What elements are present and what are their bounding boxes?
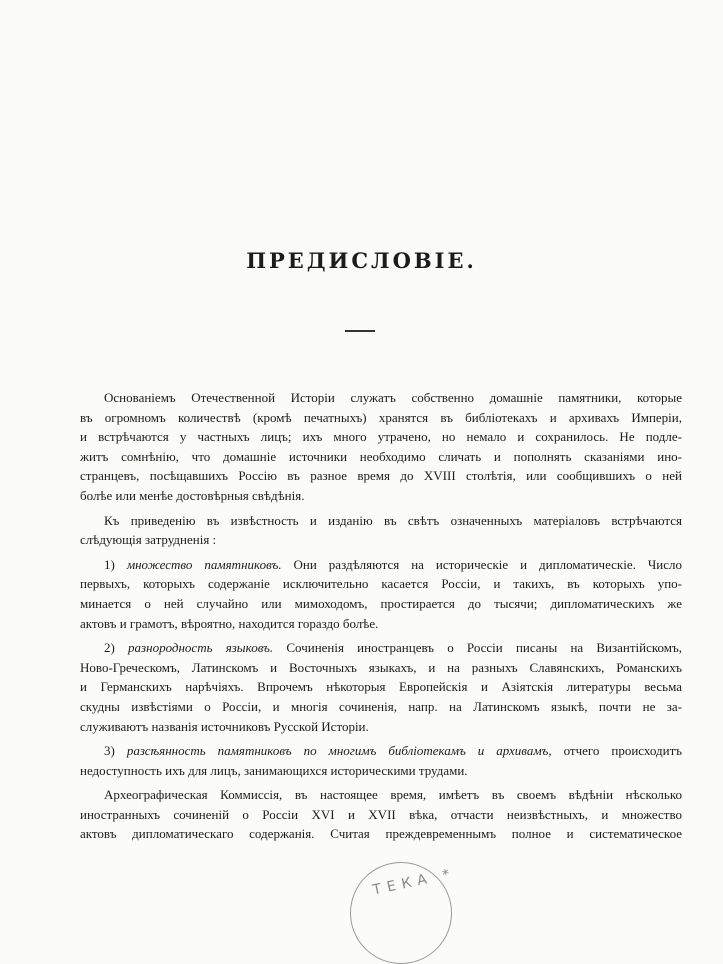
line-text: Сочиненія иностранцевъ о Россіи писаны на Византійскомъ,	[273, 640, 682, 656]
text-line	[80, 594, 682, 614]
text-line	[80, 761, 682, 781]
document-body	[80, 388, 682, 849]
line-text: странцевъ, посѣщавшихъ Россію въ разное время до XVIII столѣтія, или сообщившихъ о ней	[80, 468, 682, 484]
paragraph	[80, 741, 682, 780]
line-text: первыхъ, которыхъ содержаніе исключительно касается Россіи, и такихъ, въ которыхъ упо-	[80, 576, 682, 592]
list-item-heading: множество памятниковъ.	[126, 556, 282, 572]
line-text: житъ сомнѣнію, что домашніе источники необходимо сличать и пополнять сказаніями ино-	[80, 448, 682, 464]
line-text: въ огромномъ количествѣ (кромѣ печатныхъ) хранятся въ библіотекахъ и архивахъ Имперіи,	[80, 409, 682, 425]
text-line	[80, 511, 682, 531]
text-line	[80, 785, 682, 805]
line-text: недоступность ихъ для лицъ, занимающихся историческими трудами.	[80, 762, 468, 778]
line-text: скудны извѣстіями о Россіи, и многія сочиненія, напр. на Латинскомъ языкѣ, почти не за-	[80, 698, 682, 714]
text-line	[80, 824, 682, 844]
line-text: и встрѣчаются у частныхъ лицъ; ихъ много утрачено, но немало и сохранилось. Не подле-	[80, 429, 682, 445]
line-text: служиваютъ названія источниковъ Русской Исторіи.	[80, 718, 369, 734]
list-number: 3)	[104, 743, 115, 759]
list-number: 1)	[104, 556, 115, 572]
text-line	[80, 388, 682, 408]
title-divider	[345, 330, 375, 332]
text-line	[80, 614, 682, 634]
line-text: Къ приведенію въ извѣстность и изданію въ свѣтъ означенныхъ матеріаловъ встрѣчаются	[104, 512, 682, 528]
line-text: Археографическая Коммиссія, въ настоящее время, имѣетъ въ своемъ вѣдѣніи нѣсколько	[104, 787, 682, 803]
line-text: иностранныхъ сочиненій о Россіи XVI и XVII вѣка, отчасти неизвѣстныхъ, и множество	[80, 806, 682, 822]
line-text: Они раздѣляются на историческіе и дипломатическіе. Число	[281, 556, 682, 572]
line-text: актовъ дипломатическаго содержанія. Считая преждевременнымъ полное и систематическое	[80, 826, 682, 842]
page-title: ПРЕДИСЛОВІЕ.	[246, 248, 477, 273]
text-line	[80, 574, 682, 594]
line-text: Основаніемъ Отечественной Исторіи служатъ собственно домашніе памятники, которые	[104, 390, 682, 405]
text-line	[80, 408, 682, 428]
text-line	[80, 658, 682, 678]
paragraph	[80, 511, 682, 550]
text-line	[80, 427, 682, 447]
line-text: минается о ней случайно или мимоходомъ, простирается до тысячи; дипломатическихъ же	[80, 595, 682, 611]
text-line	[80, 486, 682, 506]
line-text: актовъ и грамотъ, вѣроятно, находится гораздо болѣе.	[80, 615, 379, 631]
list-number: 2)	[104, 640, 115, 656]
line-text: отчего происходитъ	[551, 743, 682, 759]
text-line	[80, 466, 682, 486]
paragraph	[80, 785, 682, 844]
text-line	[80, 555, 682, 575]
line-text: болѣе или менѣе достовѣрныя свѣдѣнія.	[80, 487, 305, 503]
line-text: и Германскихъ нарѣчіяхъ. Впрочемъ нѣкоторыя Европейскія и Азіятскія литературы весьма	[80, 679, 682, 695]
text-line	[80, 697, 682, 717]
paragraph	[80, 555, 682, 633]
text-line	[80, 805, 682, 825]
line-text: слѣдующія затрудненія :	[80, 532, 217, 548]
text-line	[80, 741, 682, 761]
text-line	[80, 530, 682, 550]
paragraph	[80, 388, 682, 506]
text-line	[80, 638, 682, 658]
paragraph	[80, 638, 682, 736]
list-item-heading: разнородность языковъ.	[128, 640, 274, 656]
text-line	[80, 677, 682, 697]
library-stamp-text: ТЕКА *	[371, 865, 458, 899]
text-line	[80, 447, 682, 467]
line-text: Ново-Греческомъ, Латинскомъ и Восточныхъ языкахъ, и на разныхъ Славянскихъ, Романскихъ	[80, 659, 682, 675]
list-item-heading: разсѣянность памятниковъ по многимъ библіотекамъ и архивамъ,	[126, 743, 552, 759]
text-line	[80, 717, 682, 737]
